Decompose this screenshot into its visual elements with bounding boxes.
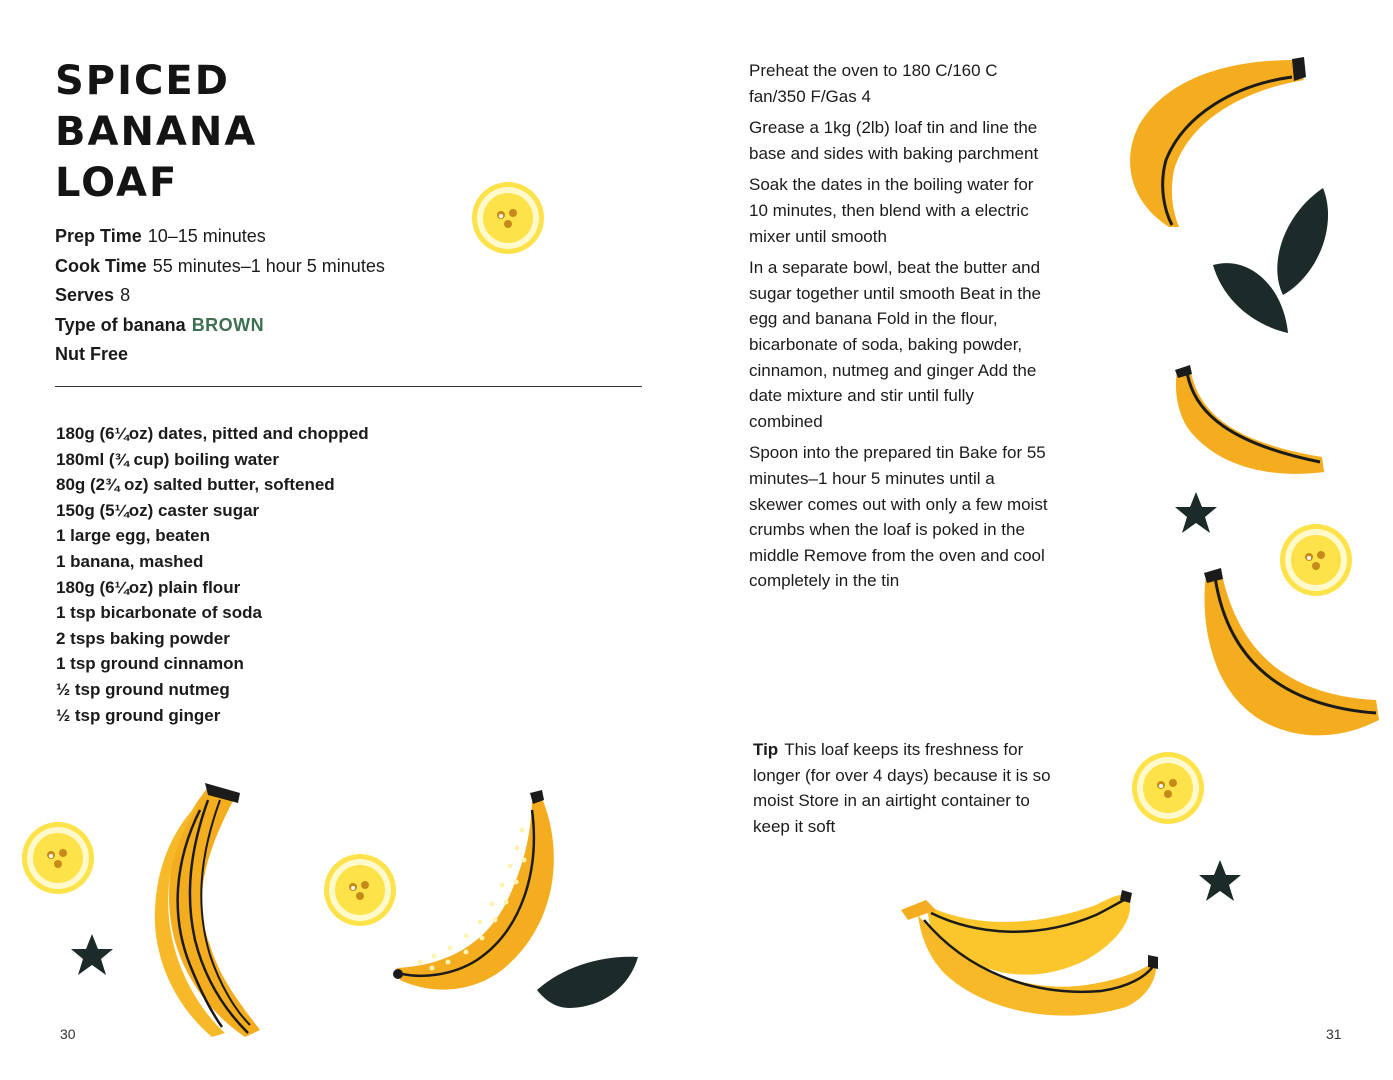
banana-type-row bbox=[55, 311, 385, 341]
recipe-meta bbox=[55, 222, 385, 370]
ingredient-item: 1 large egg, beaten bbox=[56, 526, 210, 546]
title-line: LOAF bbox=[55, 160, 179, 206]
ingredient-item: 180ml (¾ cup) boiling water bbox=[56, 449, 279, 469]
ingredient-item: 150g (5¼oz) caster sugar bbox=[56, 500, 260, 520]
serves-value: 8 bbox=[120, 285, 131, 305]
page-number: 31 bbox=[1326, 1026, 1342, 1042]
method-steps bbox=[749, 58, 1049, 600]
banana-slice-icon bbox=[1130, 750, 1206, 826]
tip-label: Tip bbox=[753, 740, 779, 759]
tip-text: This loaf keeps its freshness for longer (for over 4 days) because it is so moist Store in an airtight container to keep it soft bbox=[753, 740, 1051, 836]
method-step: Spoon into the prepared tin Bake for 55 minutes–1 hour 5 minutes until a skewer comes out with only a few moist crumbs when the loaf is poked in the middle Remove from the oven and cool completely in the tin bbox=[749, 443, 1048, 591]
method-step: Grease a 1kg (2lb) loaf tin and line the base and sides with baking parchment bbox=[749, 118, 1039, 163]
leaf-icon bbox=[1208, 185, 1333, 335]
serves-label: Serves bbox=[55, 285, 115, 305]
ingredient-item: ½ tsp ground ginger bbox=[56, 705, 221, 725]
ingredient-item: 1 banana, mashed bbox=[56, 551, 204, 571]
recipe-title bbox=[55, 56, 257, 209]
nut-free-label: Nut Free bbox=[55, 344, 129, 364]
title-line: SPICED bbox=[55, 58, 230, 104]
banana-slice-icon bbox=[470, 180, 546, 256]
method-step: Preheat the oven to 180 C/160 C fan/350 F/Gas 4 bbox=[749, 61, 998, 106]
divider bbox=[55, 386, 642, 387]
banana-slice-icon bbox=[20, 820, 96, 896]
prep-time-row bbox=[55, 222, 385, 252]
serves-row bbox=[55, 281, 385, 311]
cook-time-label: Cook Time bbox=[55, 255, 147, 276]
left-page bbox=[0, 0, 696, 1080]
ingredient-item: 1 tsp bicarbonate of soda bbox=[56, 603, 262, 623]
star-anise-icon bbox=[68, 934, 116, 978]
ingredients-list bbox=[56, 421, 369, 728]
cook-time-value: 55 minutes–1 hour 5 minutes bbox=[152, 255, 385, 276]
banana-bunch-icon bbox=[896, 885, 1161, 1025]
method-step: Soak the dates in the boiling water for 10 minutes, then blend with a electric mixer until smooth bbox=[749, 175, 1034, 246]
ingredient-item: 1 tsp ground cinnamon bbox=[56, 654, 244, 674]
page-number: 30 bbox=[60, 1026, 76, 1042]
banana-icon bbox=[1172, 362, 1327, 482]
banana-type-label: Type of banana bbox=[55, 314, 186, 335]
cook-time-row bbox=[55, 252, 385, 282]
banana-icon bbox=[1201, 565, 1381, 755]
ingredient-item: ½ tsp ground nutmeg bbox=[56, 679, 230, 699]
banana-bunch-icon bbox=[150, 775, 280, 1040]
leaf-icon bbox=[535, 955, 640, 1010]
nut-free-row bbox=[55, 340, 385, 370]
title-line: BANANA bbox=[55, 109, 258, 155]
banana-slice-icon bbox=[322, 852, 398, 928]
ingredient-item: 180g (6¼oz) plain flour bbox=[56, 577, 241, 597]
method-step: In a separate bowl, beat the butter and sugar together until smooth Beat in the egg and banana Fold in the flour, bicarbonate of soda, baking powder, cinnamon, nutmeg and ginger Add the date mixture and stir until fully combined bbox=[749, 258, 1042, 431]
star-anise-icon bbox=[1196, 860, 1244, 904]
ingredient-item: 80g (2¾ oz) salted butter, softened bbox=[56, 475, 335, 495]
prep-time-label: Prep Time bbox=[55, 226, 142, 246]
ingredient-item: 180g (6¼oz) dates, pitted and chopped bbox=[56, 424, 369, 443]
prep-time-value: 10–15 minutes bbox=[147, 226, 266, 246]
star-anise-icon bbox=[1172, 492, 1220, 536]
right-page bbox=[696, 0, 1393, 1080]
banana-type-value: BROWN bbox=[191, 314, 265, 335]
tip bbox=[753, 737, 1053, 839]
ingredient-item: 2 tsps baking powder bbox=[56, 628, 230, 648]
